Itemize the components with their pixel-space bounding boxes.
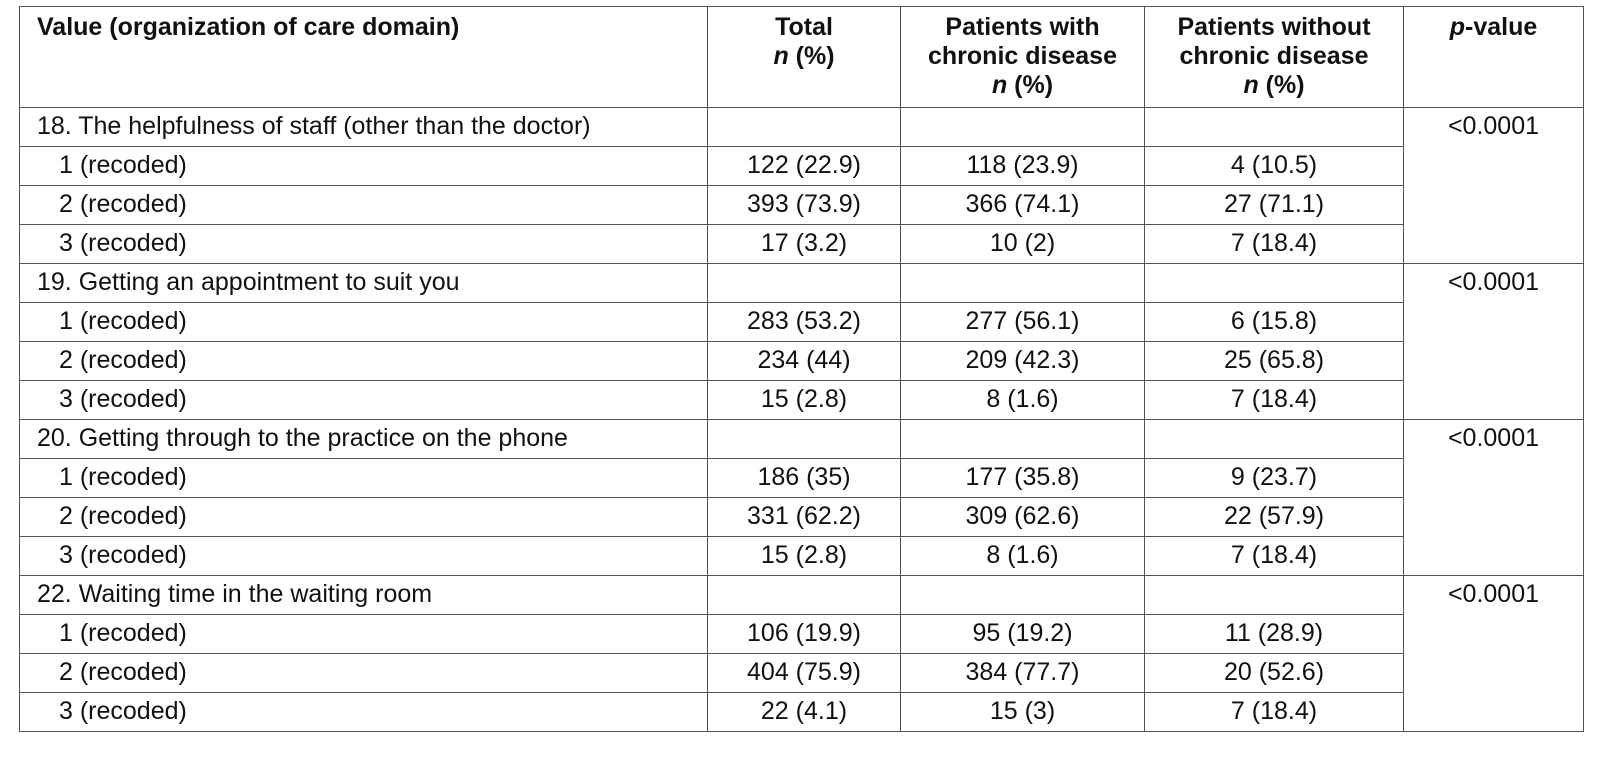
total-cell: 17 (3.2) bbox=[708, 225, 901, 264]
table-row bbox=[20, 615, 1584, 654]
empty-cell bbox=[708, 108, 901, 147]
empty-cell bbox=[708, 576, 901, 615]
table-row bbox=[20, 225, 1584, 264]
without-chronic-cell: 7 (18.4) bbox=[1145, 225, 1404, 264]
table-body bbox=[20, 108, 1584, 732]
header-without-line3 bbox=[1145, 71, 1403, 100]
table-row bbox=[20, 693, 1584, 732]
empty-cell bbox=[901, 108, 1145, 147]
without-chronic-cell: 20 (52.6) bbox=[1145, 654, 1404, 693]
row-label: 3 (recoded) bbox=[20, 225, 708, 264]
table-row bbox=[20, 459, 1584, 498]
row-label: 1 (recoded) bbox=[20, 459, 708, 498]
row-label: 2 (recoded) bbox=[20, 654, 708, 693]
with-chronic-cell: 309 (62.6) bbox=[901, 498, 1145, 537]
organization-of-care-table bbox=[19, 6, 1584, 732]
header-value-column: Value (organization of care domain) bbox=[20, 7, 708, 108]
empty-cell bbox=[901, 576, 1145, 615]
empty-cell bbox=[708, 420, 901, 459]
section-title: 22. Waiting time in the waiting room bbox=[20, 576, 708, 615]
header-with-line1: Patients with bbox=[945, 13, 1100, 41]
empty-cell bbox=[901, 420, 1145, 459]
total-cell: 393 (73.9) bbox=[708, 186, 901, 225]
empty-cell bbox=[1145, 576, 1404, 615]
without-chronic-cell: 4 (10.5) bbox=[1145, 147, 1404, 186]
total-cell: 331 (62.2) bbox=[708, 498, 901, 537]
header-with-line2: chronic disease bbox=[928, 42, 1117, 70]
header-total-n: n bbox=[773, 42, 789, 70]
header-total-line1: Total bbox=[775, 13, 833, 41]
section-title: 18. The helpfulness of staff (other than the doctor) bbox=[20, 108, 708, 147]
header-p: p bbox=[1449, 13, 1465, 41]
section-title: 20. Getting through to the practice on the phone bbox=[20, 420, 708, 459]
section-row bbox=[20, 420, 1584, 459]
with-chronic-cell: 10 (2) bbox=[901, 225, 1145, 264]
with-chronic-cell: 209 (42.3) bbox=[901, 342, 1145, 381]
table-row bbox=[20, 303, 1584, 342]
header-without-chronic-column bbox=[1145, 7, 1404, 108]
table-row bbox=[20, 186, 1584, 225]
header-total-column bbox=[708, 7, 901, 108]
row-label: 1 (recoded) bbox=[20, 147, 708, 186]
header-value-suffix: -value bbox=[1465, 13, 1538, 41]
total-cell: 122 (22.9) bbox=[708, 147, 901, 186]
without-chronic-cell: 25 (65.8) bbox=[1145, 342, 1404, 381]
table-row bbox=[20, 381, 1584, 420]
section-title: 19. Getting an appointment to suit you bbox=[20, 264, 708, 303]
without-chronic-cell: 9 (23.7) bbox=[1145, 459, 1404, 498]
total-cell: 283 (53.2) bbox=[708, 303, 901, 342]
row-label: 1 (recoded) bbox=[20, 303, 708, 342]
header-without-line2: chronic disease bbox=[1179, 42, 1369, 70]
row-label: 3 (recoded) bbox=[20, 537, 708, 576]
without-chronic-cell: 27 (71.1) bbox=[1145, 186, 1404, 225]
with-chronic-cell: 8 (1.6) bbox=[901, 537, 1145, 576]
section-row bbox=[20, 576, 1584, 615]
p-value-cell: <0.0001 bbox=[1404, 108, 1584, 264]
header-total-line2 bbox=[708, 42, 900, 71]
row-label: 3 (recoded) bbox=[20, 381, 708, 420]
empty-cell bbox=[1145, 264, 1404, 303]
table-row bbox=[20, 537, 1584, 576]
row-label: 2 (recoded) bbox=[20, 498, 708, 537]
without-chronic-cell: 7 (18.4) bbox=[1145, 381, 1404, 420]
organization-of-care-table-container bbox=[19, 6, 1583, 732]
total-cell: 404 (75.9) bbox=[708, 654, 901, 693]
with-chronic-cell: 15 (3) bbox=[901, 693, 1145, 732]
total-cell: 186 (35) bbox=[708, 459, 901, 498]
without-chronic-cell: 7 (18.4) bbox=[1145, 537, 1404, 576]
row-label: 2 (recoded) bbox=[20, 186, 708, 225]
row-label: 2 (recoded) bbox=[20, 342, 708, 381]
without-chronic-cell: 6 (15.8) bbox=[1145, 303, 1404, 342]
without-chronic-cell: 7 (18.4) bbox=[1145, 693, 1404, 732]
with-chronic-cell: 95 (19.2) bbox=[901, 615, 1145, 654]
with-chronic-cell: 8 (1.6) bbox=[901, 381, 1145, 420]
total-cell: 234 (44) bbox=[708, 342, 901, 381]
empty-cell bbox=[901, 264, 1145, 303]
section-row bbox=[20, 108, 1584, 147]
row-label: 3 (recoded) bbox=[20, 693, 708, 732]
row-label: 1 (recoded) bbox=[20, 615, 708, 654]
table-header bbox=[20, 7, 1584, 108]
total-cell: 15 (2.8) bbox=[708, 537, 901, 576]
with-chronic-cell: 277 (56.1) bbox=[901, 303, 1145, 342]
header-without-pct: (%) bbox=[1258, 71, 1305, 99]
without-chronic-cell: 11 (28.9) bbox=[1145, 615, 1404, 654]
section-row bbox=[20, 264, 1584, 303]
with-chronic-cell: 366 (74.1) bbox=[901, 186, 1145, 225]
with-chronic-cell: 177 (35.8) bbox=[901, 459, 1145, 498]
without-chronic-cell: 22 (57.9) bbox=[1145, 498, 1404, 537]
header-row bbox=[20, 7, 1584, 108]
header-without-line1: Patients without bbox=[1177, 13, 1371, 41]
with-chronic-cell: 384 (77.7) bbox=[901, 654, 1145, 693]
total-cell: 15 (2.8) bbox=[708, 381, 901, 420]
header-without-n: n bbox=[1243, 71, 1259, 99]
p-value-cell: <0.0001 bbox=[1404, 264, 1584, 420]
header-with-chronic-column bbox=[901, 7, 1145, 108]
header-total-pct: (%) bbox=[788, 42, 835, 70]
header-p-value-column bbox=[1404, 7, 1584, 108]
empty-cell bbox=[708, 264, 901, 303]
table-row bbox=[20, 498, 1584, 537]
with-chronic-cell: 118 (23.9) bbox=[901, 147, 1145, 186]
total-cell: 106 (19.9) bbox=[708, 615, 901, 654]
header-with-pct: (%) bbox=[1007, 71, 1054, 99]
table-row bbox=[20, 654, 1584, 693]
p-value-cell: <0.0001 bbox=[1404, 420, 1584, 576]
empty-cell bbox=[1145, 420, 1404, 459]
table-row bbox=[20, 147, 1584, 186]
header-with-n: n bbox=[991, 71, 1008, 99]
p-value-cell: <0.0001 bbox=[1404, 576, 1584, 732]
total-cell: 22 (4.1) bbox=[708, 693, 901, 732]
empty-cell bbox=[1145, 108, 1404, 147]
table-row bbox=[20, 342, 1584, 381]
header-with-line3 bbox=[901, 71, 1144, 100]
